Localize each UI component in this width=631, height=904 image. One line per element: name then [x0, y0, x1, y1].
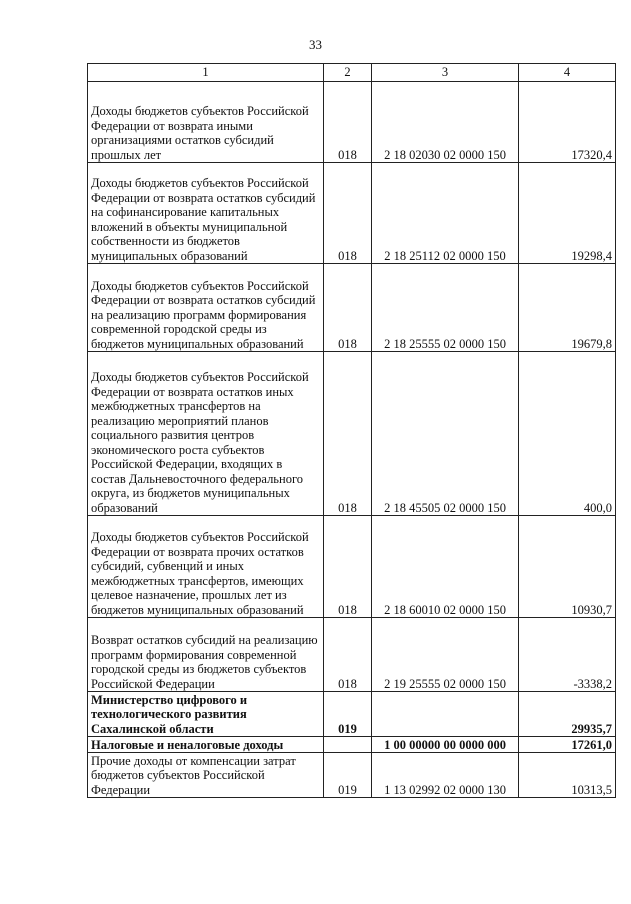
row-name: Прочие доходы от компенсации затрат бюджетов субъектов Российской Федерации: [88, 753, 324, 798]
header-col-1: 1: [88, 64, 324, 82]
row-code: 018: [324, 82, 372, 163]
row-classification: 1 13 02992 02 0000 130: [372, 753, 519, 798]
row-name: Налоговые и неналоговые доходы: [88, 737, 324, 753]
table-row: [88, 753, 616, 798]
table-row: [88, 82, 616, 163]
header-col-3: 3: [372, 64, 519, 82]
row-code: 018: [324, 163, 372, 264]
row-classification: 1 00 00000 00 0000 000: [372, 737, 519, 753]
table-row-ministry: [88, 692, 616, 737]
page-number: 33: [309, 37, 322, 52]
table-row: [88, 163, 616, 264]
row-code: 019: [324, 753, 372, 798]
revenue-table: [87, 63, 616, 798]
row-classification: 2 18 02030 02 0000 150: [372, 82, 519, 163]
row-code: [324, 737, 372, 753]
row-code: 018: [324, 352, 372, 516]
row-name: Доходы бюджетов субъектов Российской Федерации от возврата иными организациями остатков субсидий прошлых лет: [88, 82, 324, 163]
table-row: [88, 352, 616, 516]
row-sum: 400,0: [519, 352, 616, 516]
row-sum: 19298,4: [519, 163, 616, 264]
table-row: [88, 516, 616, 618]
row-classification: 2 18 25112 02 0000 150: [372, 163, 519, 264]
row-name: Доходы бюджетов субъектов Российской Федерации от возврата остатков субсидий на софинансирование капитальных вложений в объекты муниципальной собственности из бюджетов муниципальных образований: [88, 163, 324, 264]
table-header-row: [88, 64, 616, 82]
row-sum: 17320,4: [519, 82, 616, 163]
row-name: Министерство цифрового и технологического развития Сахалинской области: [88, 692, 324, 737]
row-sum: 10930,7: [519, 516, 616, 618]
row-classification: 2 18 25555 02 0000 150: [372, 264, 519, 352]
row-code: 019: [324, 692, 372, 737]
row-name: Доходы бюджетов субъектов Российской Федерации от возврата остатков субсидий на реализацию программ формирования современной городской среды из бюджетов муниципальных образований: [88, 264, 324, 352]
row-name: Доходы бюджетов субъектов Российской Федерации от возврата прочих остатков субсидий, субвенций и иных межбюджетных трансфертов, имеющих целевое назначение, прошлых лет из бюджетов муниципальных образований: [88, 516, 324, 618]
row-classification: 2 19 25555 02 0000 150: [372, 618, 519, 692]
row-code: 018: [324, 516, 372, 618]
header-col-4: 4: [519, 64, 616, 82]
header-col-2: 2: [324, 64, 372, 82]
row-classification: 2 18 45505 02 0000 150: [372, 352, 519, 516]
row-code: 018: [324, 264, 372, 352]
row-sum: 29935,7: [519, 692, 616, 737]
row-sum: -3338,2: [519, 618, 616, 692]
row-code: 018: [324, 618, 372, 692]
row-classification: [372, 692, 519, 737]
row-sum: 10313,5: [519, 753, 616, 798]
row-classification: 2 18 60010 02 0000 150: [372, 516, 519, 618]
table-row: [88, 618, 616, 692]
row-name: Доходы бюджетов субъектов Российской Федерации от возврата остатков иных межбюджетных трансфертов на реализацию мероприятий планов социального развития центров экономического роста субъектов Российской Федерации, входящих в состав Дальневосточного федерального округа, из бюджетов муниципальных образований: [88, 352, 324, 516]
table-row-subtotal: [88, 737, 616, 753]
row-name: Возврат остатков субсидий на реализацию программ формирования современной городской среды из бюджетов субъектов Российской Федерации: [88, 618, 324, 692]
table-row: [88, 264, 616, 352]
row-sum: 17261,0: [519, 737, 616, 753]
row-sum: 19679,8: [519, 264, 616, 352]
